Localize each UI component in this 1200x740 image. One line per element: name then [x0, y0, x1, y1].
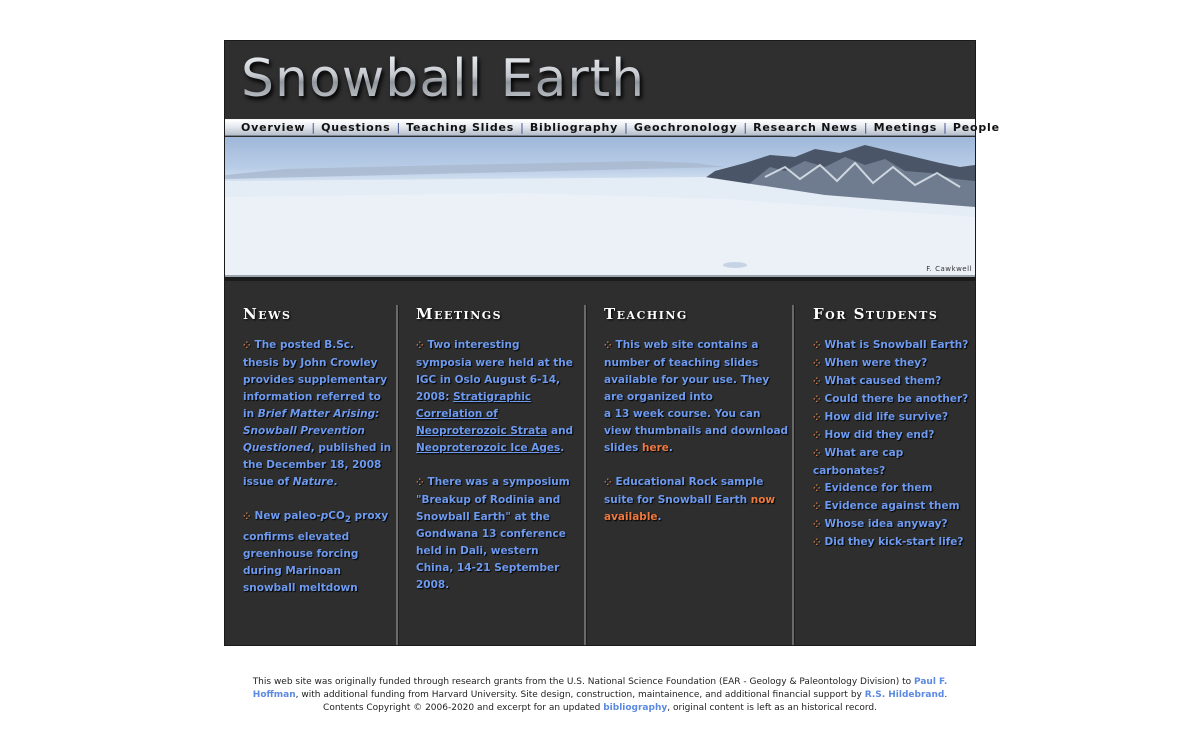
teaching-column	[604, 305, 790, 526]
student-link-label: What are cap carbonates?	[813, 447, 904, 477]
footer-text: , with additional funding from Harvard University. Site design, construction, maintainence, and additional financial support by	[295, 690, 865, 700]
student-link-label: How did life survive?	[824, 411, 949, 423]
rs-hildebrand-link[interactable]: R.S. Hildebrand	[864, 690, 945, 700]
nav-separator: |	[743, 121, 748, 134]
meetings-text: Two interesting symposia were held at the IGC in Oslo August 6-14, 2008:	[416, 339, 573, 403]
student-link-label: Evidence against them	[824, 500, 960, 512]
bullet-icon: ⁘	[813, 502, 821, 512]
bullet-icon: ⁘	[813, 413, 821, 423]
meetings-item[interactable]	[416, 474, 578, 594]
student-link[interactable]	[813, 516, 973, 534]
bullet-icon: ⁘	[813, 520, 821, 530]
banner-divider	[225, 275, 975, 281]
bullet-icon: ⁘	[813, 395, 821, 405]
student-link[interactable]	[813, 355, 973, 373]
nav-separator: |	[624, 121, 628, 134]
bullet-icon: ⁘	[416, 478, 424, 488]
news-text: CO	[328, 510, 345, 522]
student-link-label: What is Snowball Earth?	[824, 339, 969, 351]
news-heading: News	[243, 305, 292, 323]
nav-overview[interactable]: Overview	[241, 121, 306, 134]
student-link-label: What caused them?	[824, 375, 942, 387]
student-link-label: Did they kick-start life?	[824, 536, 964, 548]
nav-people[interactable]: People	[952, 121, 1000, 134]
nav-separator: |	[520, 121, 524, 134]
meetings-item	[416, 337, 578, 457]
column-divider	[792, 305, 795, 645]
news-text: p	[320, 510, 329, 522]
bullet-icon: ⁘	[813, 359, 821, 369]
footer-text: .	[944, 690, 948, 700]
teaching-text: This web site contains a number of teaching slides available for your use. They are organized into	[604, 339, 770, 403]
teaching-text: .	[657, 511, 662, 523]
nav-geochronology[interactable]: Geochronology	[633, 121, 738, 134]
ice-ages-link[interactable]: Neoproterozoic Ice Ages	[416, 442, 561, 454]
students-column	[813, 305, 973, 552]
bullet-icon: ⁘	[813, 341, 821, 351]
student-link[interactable]	[813, 480, 973, 498]
news-column	[243, 305, 393, 597]
rock-sample-available-link[interactable]: now available	[604, 494, 776, 523]
bullet-icon: ⁘	[243, 341, 251, 351]
banner-photo	[225, 137, 975, 275]
teaching-heading: Teaching	[604, 305, 688, 323]
student-link-label: How did they end?	[824, 429, 935, 441]
meetings-column	[416, 305, 578, 594]
bullet-icon: ⁘	[813, 377, 821, 387]
student-link[interactable]	[813, 409, 973, 427]
footer	[240, 676, 960, 715]
nav-separator: |	[863, 121, 868, 134]
student-link-label: Evidence for them	[824, 482, 933, 494]
bullet-icon: ⁘	[243, 512, 251, 522]
meetings-text: There was a symposium "Breakup of Rodinia and Snowball Earth" at the Gondwana 13 conference held in Dali, western China, 14-21 September 2008.	[416, 476, 570, 591]
student-link[interactable]	[813, 534, 973, 552]
bullet-icon: ⁘	[813, 431, 821, 441]
meetings-text: .	[560, 442, 565, 454]
bullet-icon: ⁘	[813, 484, 821, 494]
teaching-text: .	[668, 442, 673, 454]
nav-separator: |	[396, 121, 401, 134]
news-text: , published in the December 18, 2008 issue of	[243, 442, 392, 488]
site-title[interactable]: Snowball Earth	[241, 49, 646, 109]
students-heading: For Students	[813, 305, 939, 323]
student-link[interactable]	[813, 337, 973, 355]
bibliography-link[interactable]: bibliography	[603, 703, 668, 713]
news-item[interactable]	[243, 508, 393, 597]
nav-separator: |	[943, 121, 947, 134]
student-link[interactable]	[813, 373, 973, 391]
column-divider	[584, 305, 587, 645]
student-link[interactable]	[813, 445, 973, 480]
student-link[interactable]	[813, 498, 973, 516]
student-link-label: Whose idea anyway?	[824, 518, 948, 530]
nav-bar	[225, 119, 1000, 136]
teaching-slides-here-link[interactable]: here	[642, 442, 669, 454]
footer-text: Contents Copyright © 2006-2020 and excerpt for an updated	[323, 703, 604, 713]
nav-bibliography[interactable]: Bibliography	[529, 121, 619, 134]
meetings-text: and	[547, 425, 574, 437]
nav-meetings[interactable]: Meetings	[873, 121, 938, 134]
student-link-label: When were they?	[824, 357, 928, 369]
news-citation: Brief Matter Arising: Snowball Prevention Questioned	[243, 408, 380, 454]
ice-landscape-illustration	[225, 137, 975, 275]
student-link[interactable]	[813, 391, 973, 409]
news-text: .	[333, 476, 338, 488]
column-divider	[396, 305, 399, 645]
students-links	[813, 337, 973, 552]
bullet-icon: ⁘	[604, 341, 612, 351]
journal-name: Nature	[292, 476, 334, 488]
bullet-icon: ⁘	[416, 341, 424, 351]
teaching-text: Educational Rock sample suite for Snowball Earth	[604, 476, 764, 506]
teaching-item	[604, 474, 790, 526]
news-text: The posted B.Sc. thesis by John Crowley provides supplementary information referred to in	[243, 339, 388, 420]
stratigraphic-correlation-link[interactable]: Stratigraphic Correlation of Neoproterozoic Strata	[416, 391, 548, 437]
bullet-icon: ⁘	[813, 538, 821, 548]
news-item[interactable]	[243, 337, 393, 491]
teaching-text: a 13 week course. You can view thumbnails and download slides	[604, 408, 789, 454]
student-link-label: Could there be another?	[824, 393, 969, 405]
nav-separator: |	[311, 121, 316, 134]
footer-text: , original content is left as an historical record.	[667, 703, 877, 713]
site-header	[225, 41, 975, 119]
bullet-icon: ⁘	[813, 449, 821, 459]
bullet-icon: ⁘	[604, 478, 612, 488]
footer-text: This web site was originally funded through research grants from the U.S. National Science Foundation (EAR - Geology & Paleontology Division) to	[252, 677, 914, 687]
photo-credit: F. Cawkwell	[926, 265, 972, 273]
nav-research-news[interactable]: Research News	[753, 121, 858, 134]
meetings-heading: Meetings	[416, 305, 503, 323]
paul-hoffman-link[interactable]: Paul F. Hoffman	[252, 677, 948, 700]
student-link[interactable]	[813, 427, 973, 445]
main-frame	[224, 40, 1000, 646]
news-text: New paleo-	[254, 510, 321, 522]
nav-questions[interactable]: Questions	[321, 121, 391, 134]
news-text: proxy confirms elevated greenhouse forcing during Marinoan snowball meltdown	[243, 510, 389, 595]
nav-teaching-slides[interactable]: Teaching Slides	[406, 121, 515, 134]
teaching-item	[604, 337, 790, 457]
subscript: 2	[344, 515, 351, 526]
